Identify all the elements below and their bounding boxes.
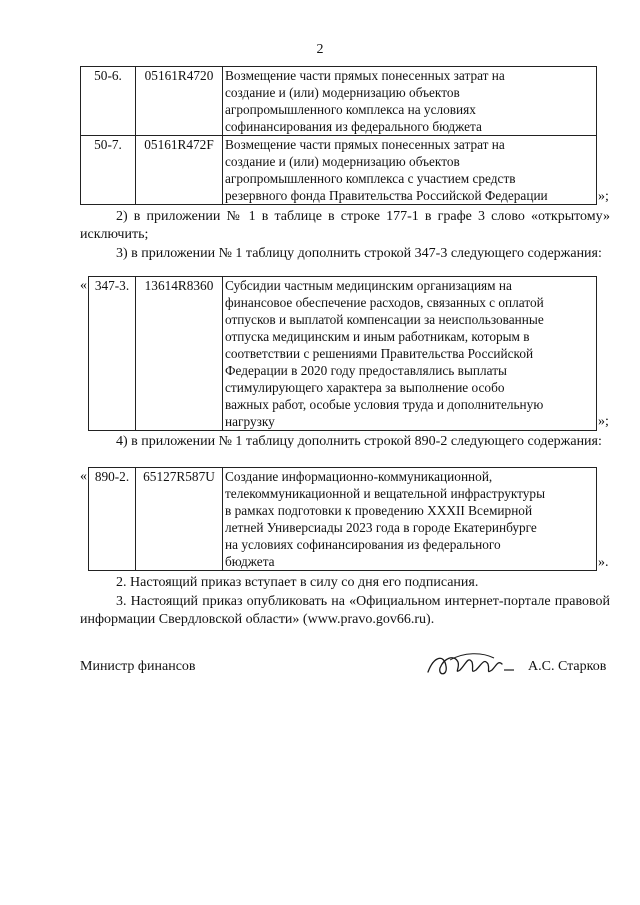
signatory-name: А.С. Старков [528, 659, 607, 674]
page-number: 2 [316, 42, 324, 57]
opening-quote: « [80, 278, 87, 293]
row-description: Возмещение части прямых понесенных затрат на создание и (или) модернизацию объектов агропромышленного комплекса с участием средств резервного фонда Правительства Российской Федерации [223, 136, 597, 205]
row-number: 50-6. [81, 67, 136, 136]
row-number: 890-2. [89, 468, 136, 571]
row-number: 347-3. [89, 277, 136, 431]
row-description: Создание информационно-коммуникационной, телекоммуникационной и вещательной инфраструктуры в рамках подготовки к проведению XXXII Всемирной летней Универсиады 2023 года в городе Екатеринбурге на условиях софинансирования из федерального бюджета [223, 468, 597, 571]
budget-code: 65127R587U [136, 468, 223, 571]
closing-quote: »; [598, 189, 609, 204]
table-row [81, 136, 597, 205]
codes-table-3 [88, 467, 597, 571]
item-4-text: 4) в приложении № 1 таблицу дополнить строкой 890-2 следующего содержания: [116, 434, 602, 449]
item-2-text: 2) в приложении № 1 в таблице в строке 177-1 в графе 3 слово «открытому» исключить; [80, 209, 610, 242]
closing-quote: »; [598, 414, 609, 429]
closing-quote: ». [598, 555, 609, 570]
table-row [89, 468, 597, 571]
table-row [81, 67, 597, 136]
budget-code: 13614R8360 [136, 277, 223, 431]
codes-table-1 [80, 66, 597, 205]
item-3-text: 3) в приложении № 1 таблицу дополнить строкой 347-3 следующего содержания: [116, 246, 602, 261]
paragraph-3: 3. Настоящий приказ опубликовать на «Официальном интернет-портале правовой информации Свердловской области» (www.pravo.gov66.ru). [80, 594, 610, 627]
handwritten-signature [424, 648, 516, 680]
row-description: Возмещение части прямых понесенных затрат на создание и (или) модернизацию объектов агропромышленного комплекса на условиях софинансирования из федерального бюджета [223, 67, 597, 136]
row-number: 50-7. [81, 136, 136, 205]
budget-code: 05161R472F [136, 136, 223, 205]
table-row [89, 277, 597, 431]
codes-table-2 [88, 276, 597, 431]
row-description: Субсидии частным медицинским организациям на финансовое обеспечение расходов, связанных с оплатой отпусков и выплатой компенсации за неиспользованные отпуска медицинским и иным работникам, которым в соответствии с решениями Правительства Российской Федерации в 2020 году предоставлялись выплаты стимулирующего характера за выполнение особо важных работ, особые условия труда и дополнительную нагрузку [223, 277, 597, 431]
paragraph-2: 2. Настоящий приказ вступает в силу со дня его подписания. [116, 575, 479, 590]
budget-code: 05161R4720 [136, 67, 223, 136]
opening-quote: « [80, 469, 87, 484]
signatory-title: Министр финансов [80, 659, 196, 674]
